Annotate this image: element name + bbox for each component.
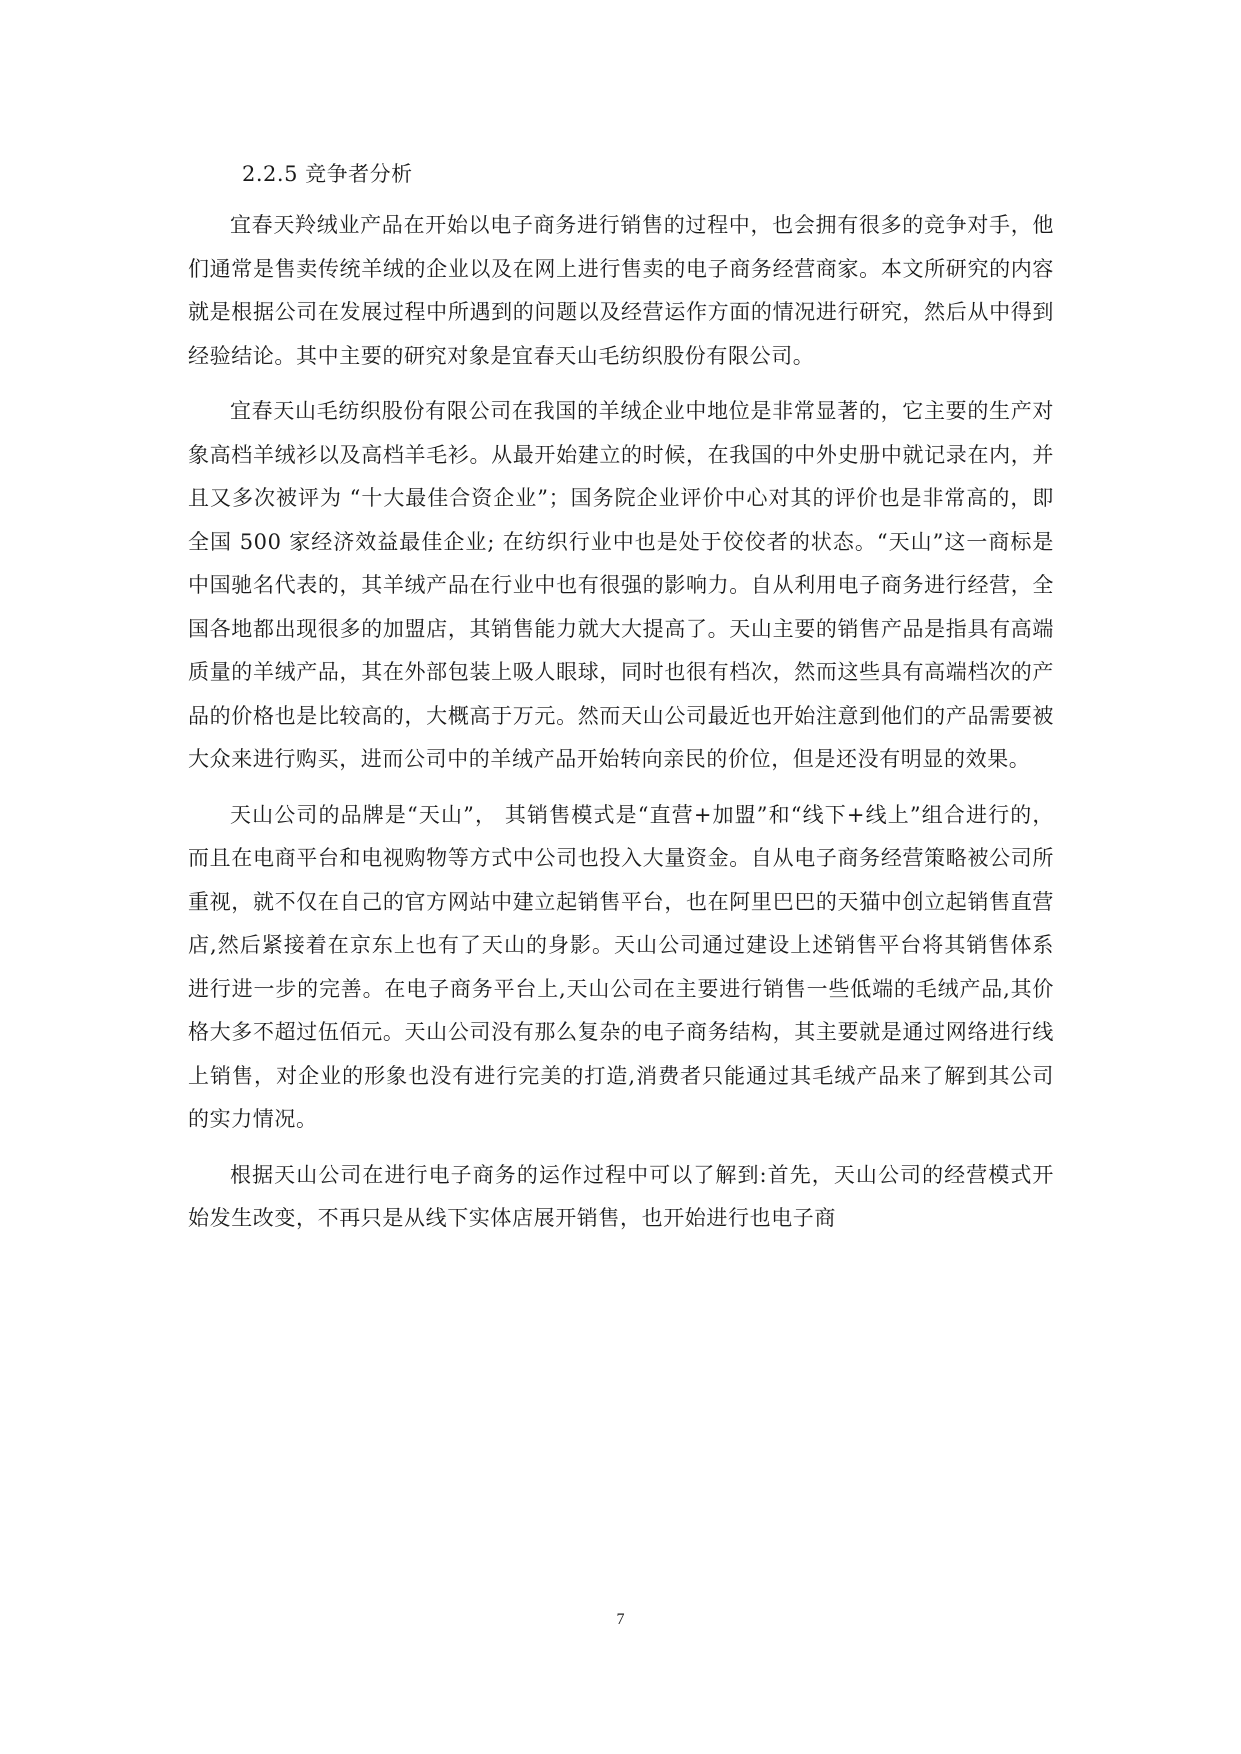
paragraph-ecommerce-operation: 根据天山公司在进行电子商务的运作过程中可以了解到:首先，天山公司的经营模式开始发生改变，不再只是从线下实体店展开销售，也开始进行也电子商	[188, 1162, 1054, 1230]
paragraph-sales-model: 天山公司的品牌是“天山”， 其销售模式是“直营+加盟”和“线下+线上”组合进行的，而且在电商平台和电视购物等方式中公司也投入大量资金。自从电子商务经营策略被公司所重视，就不仅在自己的官方网站中建立起销售平台，也在阿里巴巴的天猫中创立起销售直营店,然后紧接着在京东上也有了天山的身影。天山公司通过建设上述销售平台将其销售体系进行进一步的完善。在电子商务平台上,天山公司在主要进行销售一些低端的毛绒产品,其价格大多不超过伍佰元。天山公司没有那么复杂的电子商务结构，其主要就是通过网络进行线上销售，对企业的形象也没有进行完美的打造,消费者只能通过其毛绒产品来了解到其公司的实力情况。	[188, 802, 1054, 1131]
section-heading: 2.2.5 竞争者分析	[242, 162, 413, 186]
page-number: 7	[616, 1611, 625, 1628]
paragraph-competitors-intro: 宜春天羚绒业产品在开始以电子商务进行销售的过程中，也会拥有很多的竞争对手，他们通常是售卖传统羊绒的企业以及在网上进行售卖的电子商务经营商家。本文所研究的内容就是根据公司在发展过程中所遇到的问题以及经营运作方面的情况进行研究，然后从中得到经验结论。其中主要的研究对象是宜春天山毛纺织股份有限公司。	[188, 213, 1054, 368]
page-content	[188, 150, 1054, 1241]
paragraph-tianshan-company: 宜春天山毛纺织股份有限公司在我国的羊绒企业中地位是非常显著的，它主要的生产对象高档羊绒衫以及高档羊毛衫。从最开始建立的时候，在我国的中外史册中就记录在内，并且又多次被评为 “十大最佳合资企业”；国务院企业评价中心对其的评价也是非常高的，即全国 500 家经济效益最佳企业; 在纺织行业中也是处于佼佼者的状态。“天山”这一商标是中国驰名代表的，其羊绒产品在行业中也有很强的影响力。自从利用电子商务进行经营，全国各地都出现很多的加盟店，其销售能力就大大提高了。天山主要的销售产品是指具有高端质量的羊绒产品，其在外部包装上吸人眼球，同时也很有档次，然而这些具有高端档次的产品的价格也是比较高的，大概高于万元。然而天山公司最近也开始注意到他们的产品需要被大众来进行购买，进而公司中的羊绒产品开始转向亲民的价位，但是还没有明显的效果。	[188, 399, 1054, 771]
